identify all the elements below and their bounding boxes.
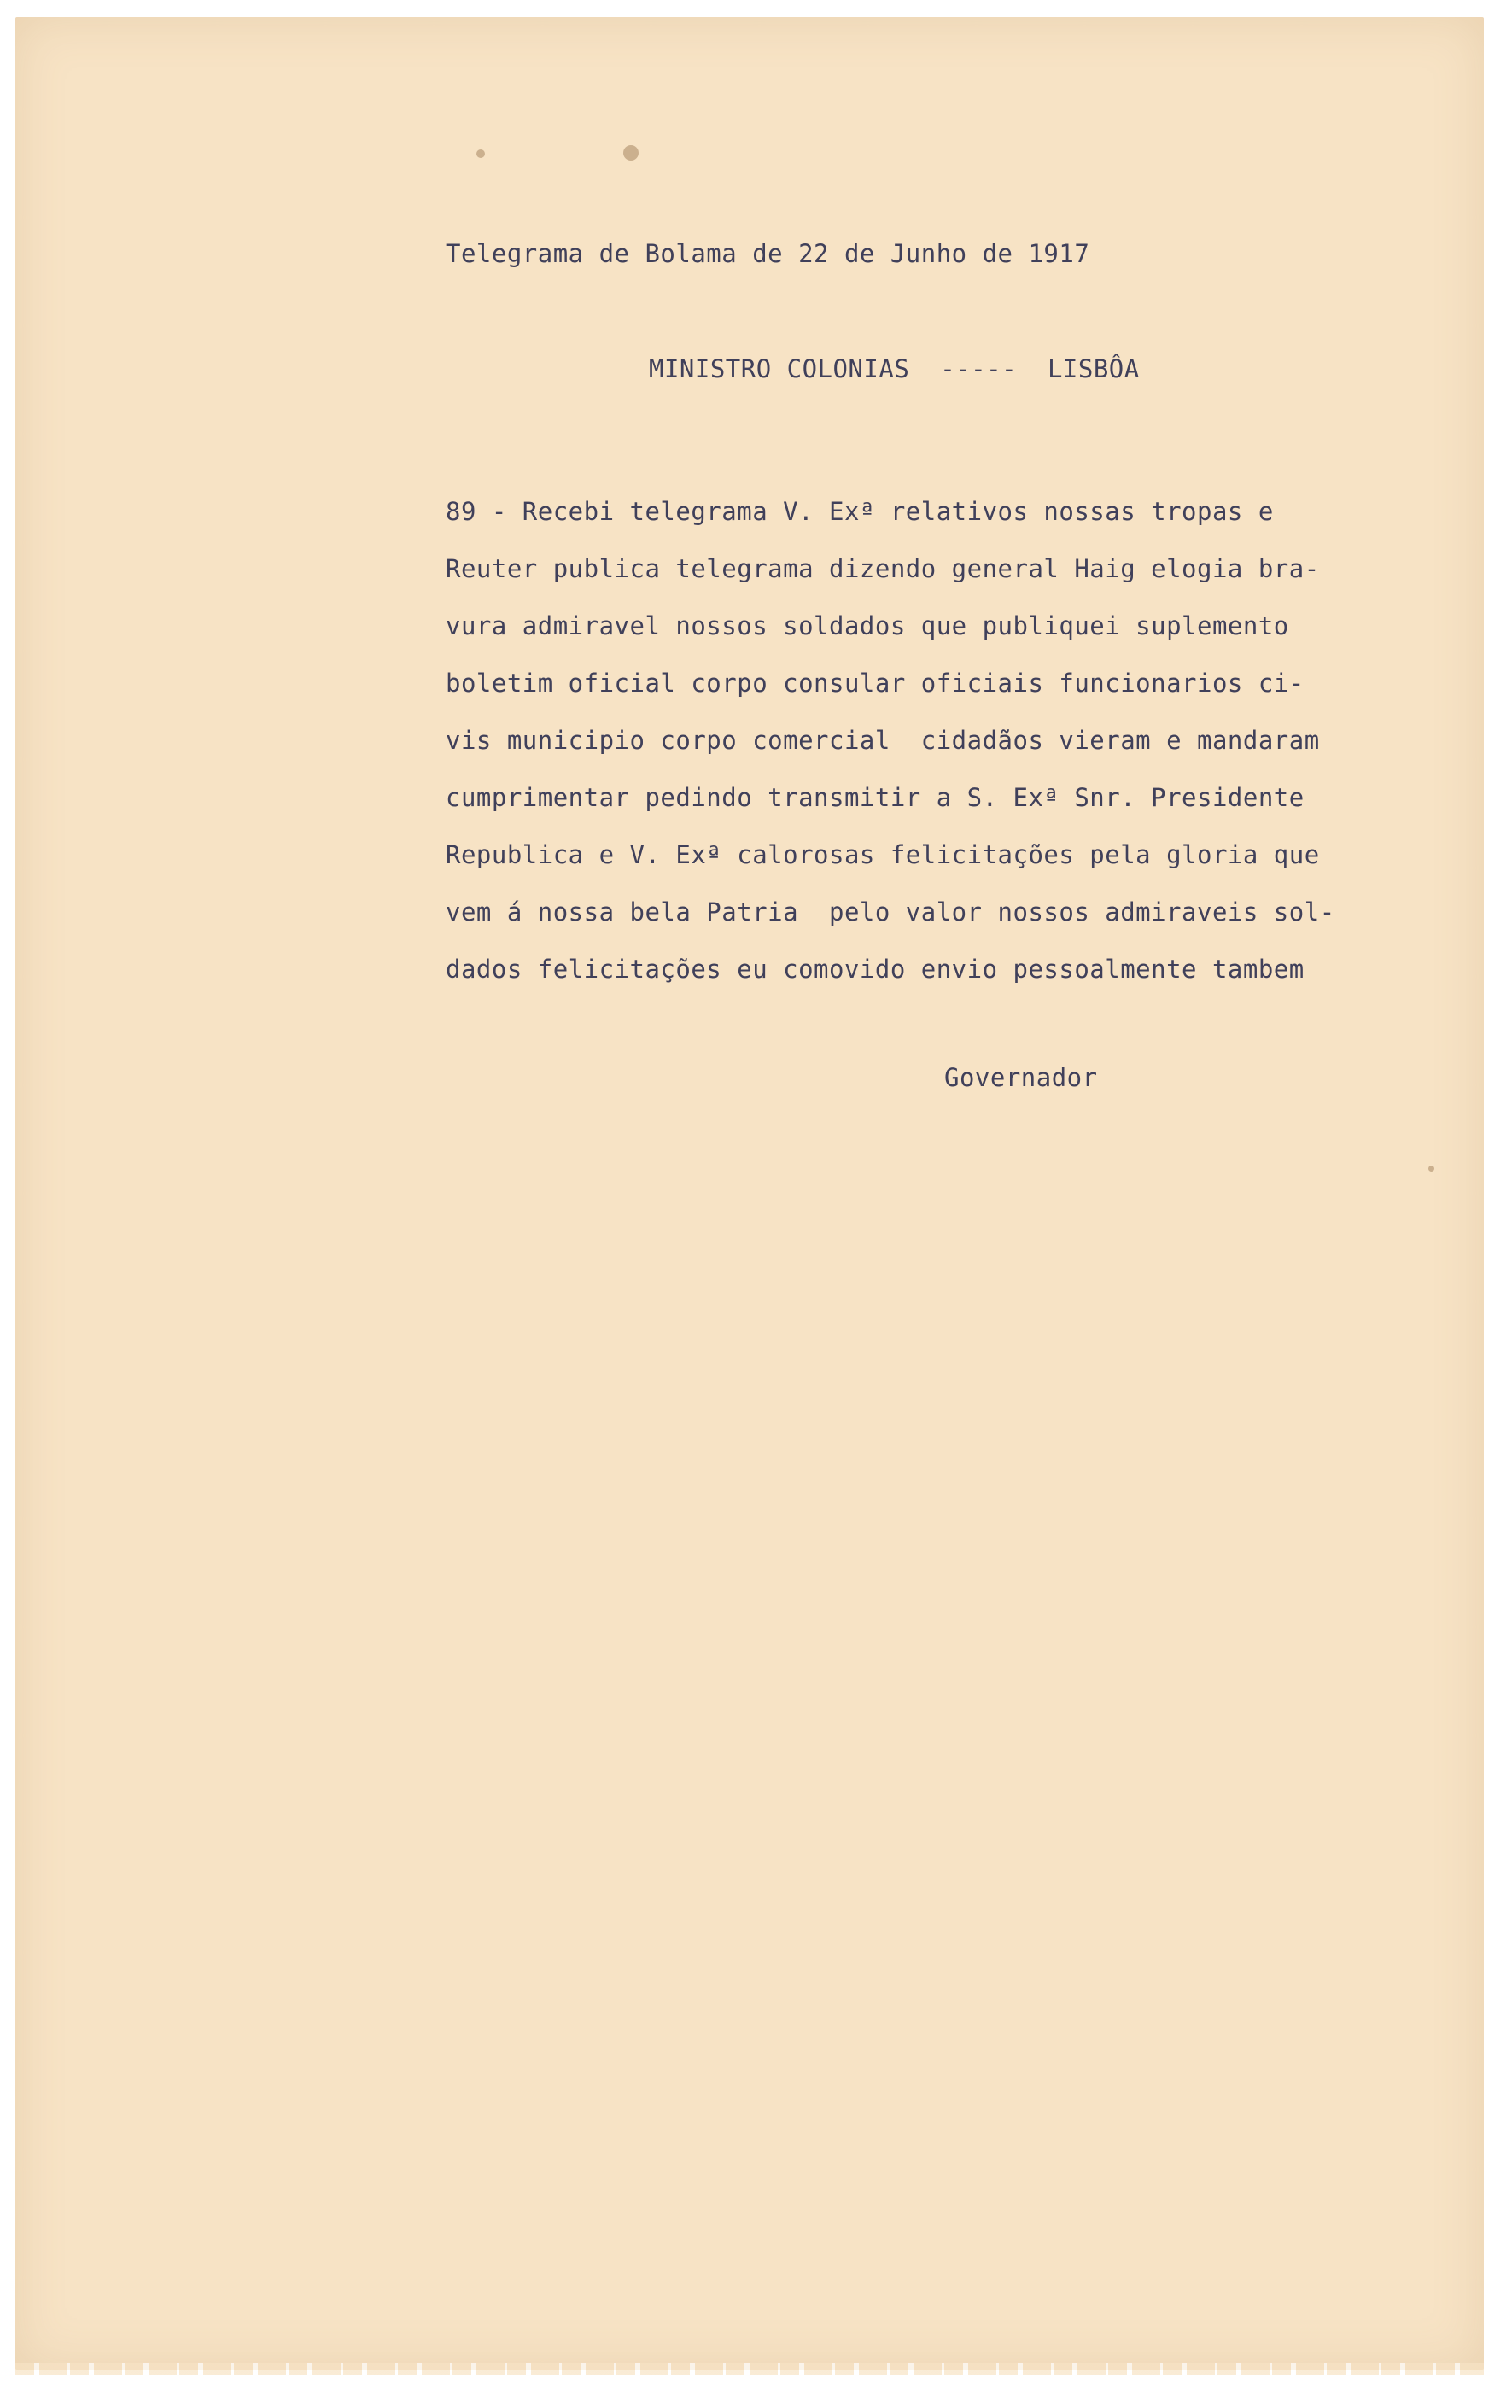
telegram-body-line: vem á nossa bela Patria pelo valor nossos admiraveis sol- [446, 897, 1335, 926]
telegram-signature: Governador [944, 1063, 1098, 1092]
telegram-body-line: vura admiravel nossos soldados que publiquei suplemento [446, 611, 1289, 640]
telegram-body-line: cumprimentar pedindo transmitir a S. Exª Snr. Presidente [446, 783, 1305, 812]
telegram-body-line: Reuter publica telegrama dizendo general Haig elogia bra- [446, 554, 1320, 583]
telegram-heading: Telegrama de Bolama de 22 de Junho de 1917 [446, 239, 1090, 268]
telegram-body-line: boletim oficial corpo consular oficiais funcionarios ci- [446, 669, 1305, 698]
telegram-body-line: 89 - Recebi telegrama V. Exª relativos nossas tropas e [446, 497, 1274, 526]
telegram-addressee: MINISTRO COLONIAS ----- LISBÔA [649, 354, 1140, 383]
telegram-body-line: dados felicitações eu comovido envio pessoalmente tambem [446, 955, 1305, 984]
paper-stain [623, 145, 639, 161]
paper-stain [1428, 1166, 1434, 1172]
telegram-body-line: vis municipio corpo comercial cidadãos vieram e mandaram [446, 726, 1320, 755]
paper-stain [476, 149, 485, 158]
telegram-body-line: Republica e V. Exª calorosas felicitações pela gloria que [446, 840, 1320, 869]
